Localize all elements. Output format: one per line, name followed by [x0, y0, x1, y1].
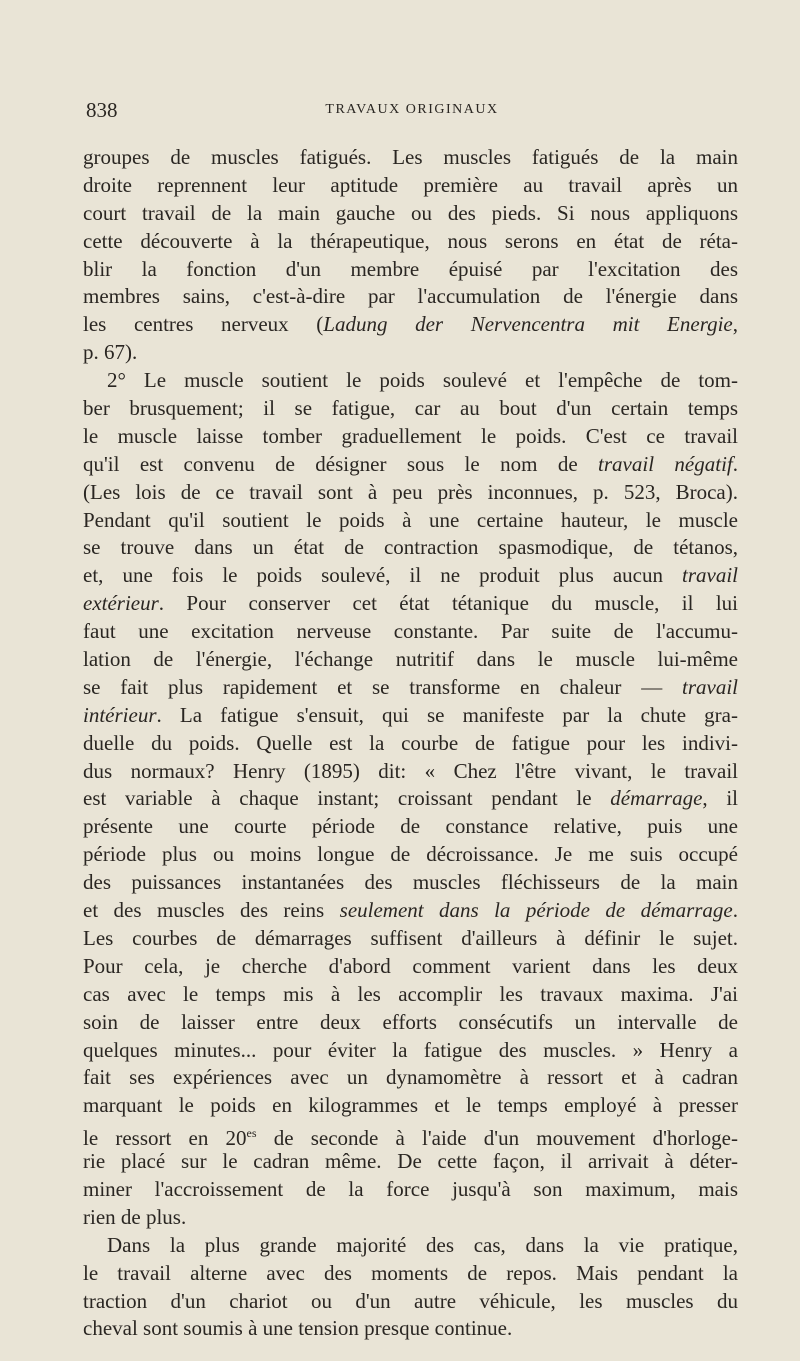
text-line: intérieur. La fatigue s'ensuit, qui se manifeste par la chute gra- [83, 702, 738, 727]
text-line: rie placé sur le cadran même. De cette façon, il arrivait à déter- [83, 1149, 738, 1174]
text-line: court travail de la main gauche ou des pieds. Si nous appliquons [83, 200, 738, 225]
text-line: traction d'un chariot ou d'un autre véhicule, les muscles du [83, 1288, 738, 1313]
text-line: quelques minutes... pour éviter la fatigue des muscles. » Henry a [83, 1037, 738, 1062]
text-line: blir la fonction d'un membre épuisé par l'excitation des [83, 256, 738, 281]
text-line: le travail alterne avec des moments de repos. Mais pendant la [83, 1260, 738, 1285]
text-line: ber brusquement; il se fatigue, car au bout d'un certain temps [83, 396, 738, 421]
text-line: extérieur. Pour conserver cet état tétanique du muscle, il lui [83, 591, 738, 616]
text-line: cas avec le temps mis à les accomplir les travaux maxima. J'ai [83, 981, 738, 1006]
text-line: lation de l'énergie, l'échange nutritif dans le muscle lui-même [83, 647, 738, 672]
text-line: faut une excitation nerveuse constante. Par suite de l'accumu- [83, 619, 738, 644]
text-line: Dans la plus grande majorité des cas, dans la vie pratique, [107, 1232, 738, 1257]
text-line: dus normaux? Henry (1895) dit: « Chez l'être vivant, le travail [83, 758, 738, 783]
text-line: cette découverte à la thérapeutique, nous serons en état de réta- [83, 228, 738, 253]
text-line: Les courbes de démarrages suffisent d'ailleurs à définir le sujet. [83, 925, 738, 950]
text-line: soin de laisser entre deux efforts consécutifs un intervalle de [83, 1009, 738, 1034]
text-line: groupes de muscles fatigués. Les muscles fatigués de la main [83, 145, 738, 169]
text-line: membres sains, c'est-à-dire par l'accumulation de l'énergie dans [83, 284, 738, 309]
text-line: le ressort en $20^{es}$ de seconde à l'aide d'un mouvement d'horloge- [83, 1126, 738, 1151]
text-line: et, une fois le poids soulevé, il ne produit plus aucun travail [83, 563, 738, 588]
text-line: Pendant qu'il soutient le poids à une certaine hauteur, le muscle [83, 507, 738, 532]
text-line: cheval sont soumis à une tension presque continue. [83, 1316, 513, 1341]
text-line: et des muscles des reins seulement dans la période de démarrage. [83, 898, 738, 923]
text-line: le muscle laisse tomber graduellement le poids. C'est ce travail [83, 423, 738, 448]
text-line: période plus ou moins longue de décroissance. Je me suis occupé [83, 842, 738, 867]
text-line: duelle du poids. Quelle est la courbe de fatigue pour les indivi- [83, 730, 738, 755]
text-line: se fait plus rapidement et se transforme en chaleur — travail [83, 674, 738, 699]
text-line: Pour cela, je cherche d'abord comment varient dans les deux [83, 953, 738, 978]
text-line: rien de plus. [83, 1204, 187, 1229]
text-line: 2° Le muscle soutient le poids soulevé et l'empêche de tom- [107, 368, 738, 393]
text-line: des puissances instantanées des muscles fléchisseurs de la main [83, 870, 738, 895]
page-number: 838 [86, 98, 118, 122]
running-head: TRAVAUX ORIGINAUX [325, 102, 499, 117]
text-line: droite reprennent leur aptitude première au travail après un [83, 172, 738, 197]
text-line: présente une courte période de constance relative, puis une [83, 814, 738, 839]
page-header [86, 98, 738, 128]
text-line: qu'il est convenu de désigner sous le nom de travail négatif. [83, 451, 738, 476]
text-line: (Les lois de ce travail sont à peu près inconnues, p. 523, Broca). [83, 479, 738, 504]
text-line: marquant le poids en kilogrammes et le temps employé à presser [83, 1093, 738, 1118]
text-line: est variable à chaque instant; croissant pendant le démarrage, il [83, 786, 738, 811]
text-line: les centres nerveux (Ladung der Nervencentra mit Energie, [83, 312, 738, 337]
text-line: fait ses expériences avec un dynamomètre à ressort et à cadran [83, 1065, 738, 1090]
text-line: miner l'accroissement de la force jusqu'à son maximum, mais [83, 1176, 738, 1201]
body-text [83, 144, 738, 1343]
text-line: se trouve dans un état de contraction spasmodique, de tétanos, [83, 535, 738, 560]
text-line: p. 67). [83, 340, 138, 365]
